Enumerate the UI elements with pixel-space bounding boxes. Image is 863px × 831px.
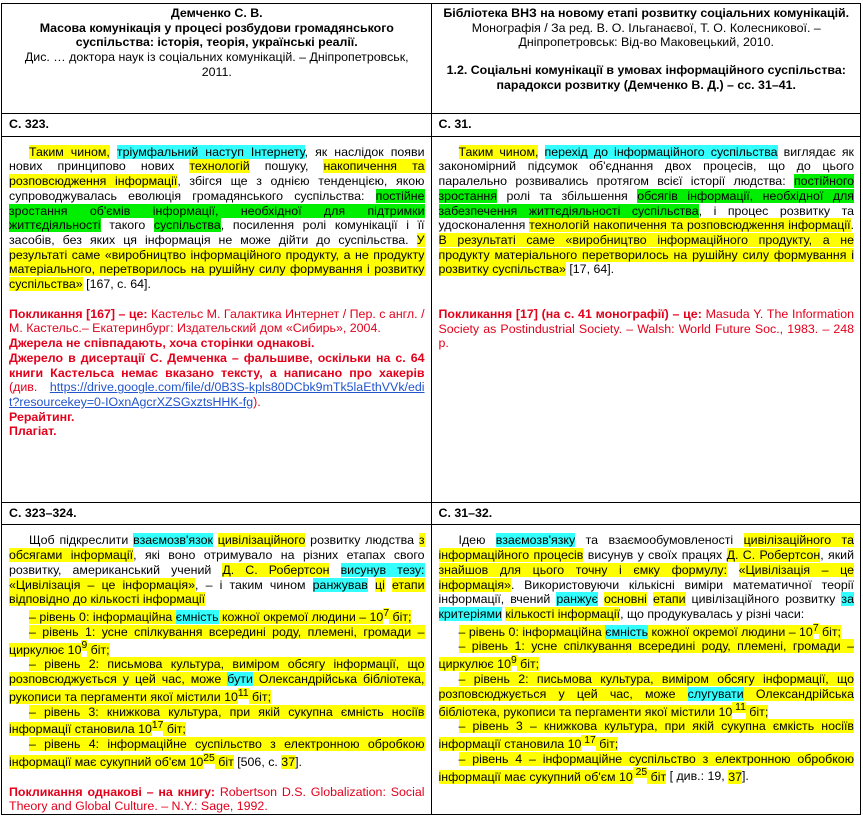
left-level-4: – рівень 4: інформаційне суспільство з електронною обробкою інформації має сукупний об'єм $10^{25}$ біт [506, с. 37]. xyxy=(9,737,425,769)
right-page-ref-1: С. 31. xyxy=(431,114,861,137)
left-title: Масова комунікація у процесі розбудови громадянського суспільства: історія, теорія, українські реалії. xyxy=(39,20,394,50)
right-level-1: – рівень 1: усне спілкування всередині роду, племені, громади – циркулює $10^9$ біт; xyxy=(438,639,854,672)
left-meta: Дис. … доктора наук із соціальних комунікацій. – Дніпропетровськ, 2011. xyxy=(24,50,409,79)
right-meta: Монографія / За ред. В. О. Ільганаєвої, Т. О. Колесникової. – Дніпропетровськ: Від-во Маковецький, 2010. xyxy=(471,20,821,50)
left-header-cell xyxy=(2,4,432,114)
right-paragraph-2: Ідею взаємозв'язку та взаємообумовленості цивілізаційного та інформаційного процесів висунув у своїх працях Д. С. Робертсон, який знайшов для цього точну і ємку формулу: «Цивілізація – це інформація». Використовуючи кількісні виміри математичної теорії інформації, вчений ранжує основні етапи цивілізаційного розвитку за критеріями кількості інформації, що продукувалась у різні часи: xyxy=(438,533,854,621)
comparison-table xyxy=(1,3,861,815)
right-section: 1.2. Соціальні комунікації в умовах інформаційного суспільства: парадокси розвитку (Демченко В. Д.) – сс. 31–41. xyxy=(446,63,846,92)
left-text-cell-1 xyxy=(2,136,432,502)
left-page-ref-2: С. 323–324. xyxy=(2,502,432,525)
right-level-2: – рівень 2: письмова культура, виміром обсягу інформації, що розповсюджується у цей час, може слугувати Олександрійська бібліотека, рукописи та пергаменти якої містили 10 $^{11}$ біт; xyxy=(438,671,854,719)
left-level-2: – рівень 2: письмова культура, виміром обсягу інформації, що розповсюджується у цей час, може бути Олександрійська бібліотека, рукописи та пергаменти якої містили $10^{11}$ біт; xyxy=(9,657,425,704)
right-paragraph-1: Таким чином, перехід до інформаційного суспільства виглядає як закономірний підсумок об'єднання двох процесів, що до цього паралельно розвивались протягом всієї історії людства: постійного зростання ролі та збільшення обсягів інформації, необхідної для забезпечення життєдіяльності суспільства, і процес розвитку та удосконалення технологій накопичення та розповсюдження інформації. В результаті саме «виробництво інформаційного продукту, а не продукту матеріального перетворилось на рушійну силу формування і розвитку суспільства» [17, 64]. xyxy=(438,144,855,277)
left-note-rewriting: Рерайтинг. xyxy=(9,409,75,424)
left-level-0: – рівень 0: інформаційна ємність кожної окремої людини – $10^7$ біт; xyxy=(29,607,412,625)
left-paragraph-1: Таким чином, тріумфальний наступ Інтернету, як наслідок появи нових принципово нових технологій пошуку, накопичення та розповсюдження інформації, збігся ще з однією тенденцією, якою супроводжувалась еволюція громадянського суспільства: постійне зростання об'ємів інформації, необхідної для підтримки життєдіяльності такого суспільства, посилення ролі комунікації і її засобів, без яких ця інформація не може дійти до суспільства. У результаті саме «виробництво інформаційного продукту, а не продукту матеріального, перетворилось на рушійну силу формування і розвитку суспільства» [167, с. 64]. xyxy=(9,144,425,292)
drive-link[interactable]: https://drive.google.com/file/d/0B3S-kpls80DCbk9mTk5laEthVVk/edit?resourcekey=0-IOxnAgcrXZSGxztsHHK-fg xyxy=(9,380,425,409)
right-text-cell-1 xyxy=(431,136,861,502)
right-level-4: – рівень 4 – інформаційне суспільство з електронною обробкою інформації має сукупний об'єм 10 $^{25}$ біт [ див.: 19, 37]. xyxy=(438,751,854,784)
left-note-plagiarism: Плагіат. xyxy=(9,424,57,439)
left-author: Демченко С. В. xyxy=(170,6,263,20)
right-header-cell xyxy=(431,4,861,114)
left-page-ref-1: С. 323. xyxy=(2,114,432,137)
right-text-cell-2 xyxy=(431,525,861,815)
left-note-fake: Джерело в дисертації С. Демченка – фальшиве, оскільки на с. 64 книги Кастельса немає вказано тексту, а написано про хакерів (див. https://drive.google.com/file/d/0B3S-kpls80DCbk9mTk5laEthVVk/edit?resourcekey=0-IOxnAgcrXZSGxztsHHK-fg). xyxy=(9,350,425,409)
right-page-ref-2: С. 31–32. xyxy=(431,502,861,525)
right-level-0: – рівень 0: інформаційна ємність кожної окремої людини – $10^7$ біт; xyxy=(458,622,841,639)
left-level-3: – рівень 3: книжкова культура, при якій сукупна ємність носіїв інформації становила $10^{17}$ біт; xyxy=(9,704,425,737)
left-citation-2: Покликання однакові – на книгу: Robertson D.S. Globalization: Social Theory and Global Culture. – N.Y.: Sage, 1992. xyxy=(9,784,425,814)
right-citation-1: Покликання [17] (на с. 41 монографії) – це: Masuda Y. The Information Society as Postindustrial Society. – Walsh: World Future Soc., 1983. – 248 p. xyxy=(438,307,854,351)
left-note-sources: Джерела не співпадають, хоча сторінки однакові. xyxy=(9,336,315,351)
left-citation-1: Покликання [167] – це: Кастельс М. Галактика Интернет / Пер. с англ. / М. Кастельс.– Екатеринбург: Издательский дом «Сибирь», 2004. xyxy=(9,306,425,336)
left-level-1: – рівень 1: усне спілкування всередині роду, племені, громади – циркулює $10^9$ біт; xyxy=(9,624,425,657)
right-title: Бібліотека ВНЗ на новому етапі розвитку соціальних комунікацій. xyxy=(443,6,850,20)
right-level-3: – рівень 3 – книжкова культура, при якій сукупна ємкість носіїв інформації становила 10 $^{17}$ біт; xyxy=(438,719,854,752)
left-paragraph-2: Щоб підкреслити взаємозв'язок цивілізаційного розвитку людства з обсягами інформації, які воно отримувало на різних етапах свого розвитку, американський учений Д. С. Робертсон висунув тезу: «Цивілізація – це інформація», – і таким чином ранжував ці етапи відповідно до кількості інформації xyxy=(9,533,425,607)
left-text-cell-2 xyxy=(2,525,432,815)
